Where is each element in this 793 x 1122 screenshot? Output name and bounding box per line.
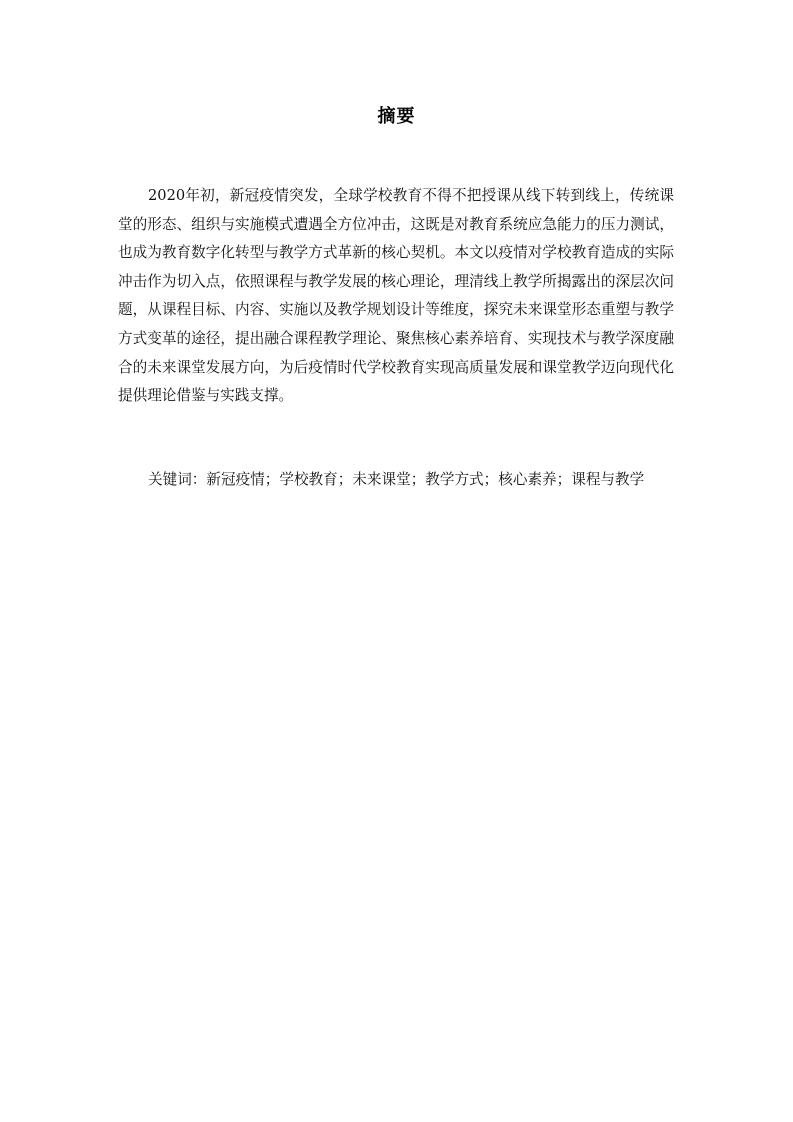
page-title: 摘要: [377, 106, 416, 127]
keywords-paragraph: 关键词：新冠疫情；学校教育；未来课堂；教学方式；核心素养；课程与教学: [148, 471, 645, 488]
abstract-paragraph: 2020年初，新冠疫情突发，全球学校教育不得不把授课从线下转到线上，传统课堂的形态、组织与实施模式遭遇全方位冲击，这既是对教育系统应急能力的压力测试，也成为教育数字化转型与教学方式革新的核心契机。本文以疫情对学校教育造成的实际冲击作为切入点，依照课程与教学发展的核心理论，理清线上教学所揭露出的深层次问题，从课程目标、内容、实施以及教学规划设计等维度，探究未来课堂形态重塑与教学方式变革的途径，提出融合课程教学理论、聚焦核心素养培育、实现技术与教学深度融合的未来课堂发展方向，为后疫情时代学校教育实现高质量发展和课堂教学迈向现代化提供理论借鉴与实践支撑。: [118, 187, 674, 405]
